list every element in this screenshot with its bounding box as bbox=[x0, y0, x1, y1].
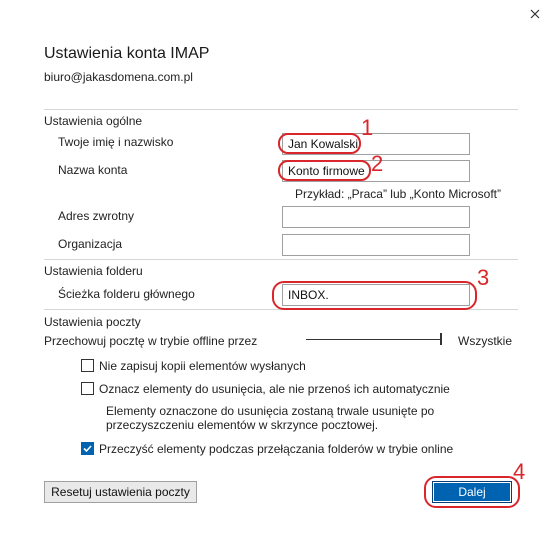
reply-address-label: Adres zwrotny bbox=[58, 209, 135, 223]
account-email: biuro@jakasdomena.com.pl bbox=[44, 70, 193, 84]
offline-slider-track[interactable] bbox=[306, 339, 442, 340]
purge-on-switch-checkbox[interactable] bbox=[81, 442, 94, 455]
offline-value: Wszystkie bbox=[458, 334, 512, 348]
reset-mail-settings-button[interactable]: Resetuj ustawienia poczty bbox=[44, 481, 197, 503]
dialog-title: Ustawienia konta IMAP bbox=[44, 45, 210, 62]
purge-on-switch-label: Przeczyść elementy podczas przełączania folderów w trybie online bbox=[99, 442, 454, 456]
organization-label: Organizacja bbox=[58, 237, 123, 251]
no-sent-copy-label: Nie zapisuj kopii elementów wysłanych bbox=[99, 359, 306, 373]
offline-label: Przechowuj pocztę w trybie offline przez bbox=[44, 334, 258, 348]
mark-for-deletion-label: Oznacz elementy do usunięcia, ale nie przenoś ich automatycznie bbox=[99, 382, 450, 396]
deletion-note-line-1: Elementy oznaczone do usunięcia zostaną trwale usunięte po bbox=[106, 404, 435, 418]
annotation-oval-1 bbox=[278, 133, 361, 154]
offline-slider-thumb[interactable] bbox=[440, 333, 442, 345]
reply-address-input[interactable] bbox=[282, 206, 470, 228]
section-folders-label: Ustawienia folderu bbox=[44, 264, 143, 278]
mark-for-deletion-checkbox[interactable] bbox=[81, 382, 94, 395]
annotation-number-4: 4 bbox=[513, 459, 526, 484]
annotation-oval-4 bbox=[424, 476, 520, 508]
deletion-note-line-2: przeczyszczeniu elementów w skrzynce pocztowej. bbox=[106, 418, 379, 432]
next-button[interactable]: Dalej bbox=[432, 481, 512, 503]
annotation-number-2: 2 bbox=[371, 151, 384, 176]
checkmark-icon bbox=[82, 443, 93, 454]
no-sent-copy-checkbox[interactable] bbox=[81, 359, 94, 372]
organization-input[interactable] bbox=[282, 234, 470, 256]
section-divider bbox=[44, 259, 518, 260]
account-name-hint: Przykład: „Praca” lub „Konto Microsoft” bbox=[294, 187, 501, 201]
name-label: Twoje imię i nazwisko bbox=[58, 135, 174, 149]
annotation-number-3: 3 bbox=[477, 265, 490, 290]
section-divider bbox=[44, 109, 518, 110]
close-button[interactable] bbox=[522, 2, 548, 26]
account-name-label: Nazwa konta bbox=[58, 163, 128, 177]
annotation-number-1: 1 bbox=[361, 115, 374, 140]
section-general-label: Ustawienia ogólne bbox=[44, 114, 143, 128]
annotation-oval-3 bbox=[272, 281, 477, 310]
section-mail-label: Ustawienia poczty bbox=[44, 315, 141, 329]
close-icon bbox=[530, 9, 540, 19]
root-folder-label: Ścieżka folderu głównego bbox=[58, 287, 195, 301]
annotation-oval-2 bbox=[278, 160, 371, 181]
